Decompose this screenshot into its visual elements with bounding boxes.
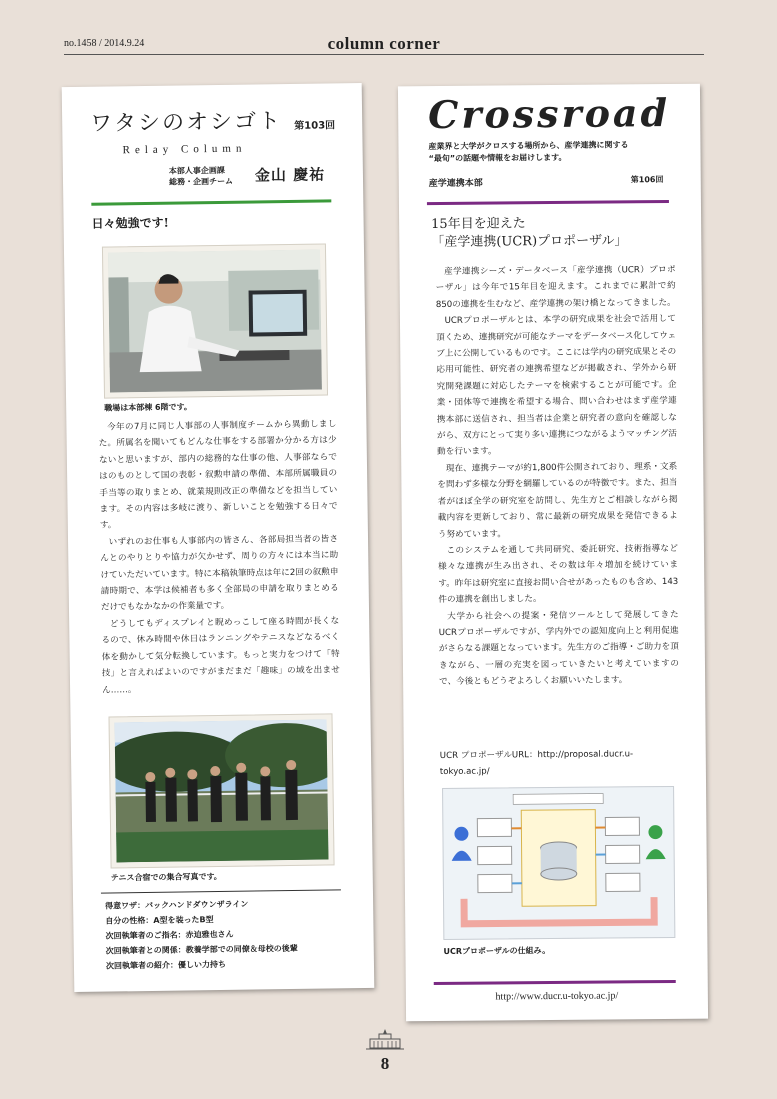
profile-next-writer: 次回執筆者のご指名：赤迫雅也さん (105, 929, 234, 941)
crossroad-intro-line2: “最旬”の話題や情報をお届けします。 (428, 152, 567, 164)
crossroad-number: 第106回 (630, 175, 664, 185)
profile-skill: 得意ワザ：バックハンドダウンザライン (105, 899, 249, 911)
office-photo-image (108, 250, 322, 393)
page-number: 8 (380, 1054, 390, 1073)
tennis-photo (108, 713, 334, 868)
header-rule (64, 54, 704, 55)
crossroad-paragraph-2: UCRプロポーザルとは、本学の研究成果を社会で活用して頂くため、連携研究が可能なテーマをデータベース化してウェブ上に公開しているものです。ここには学内の研究成果とその応用可能性、研究者の連携希望などが掲載され、学外から研究開発課題に対応したテーマを検索することが可能です。企業・団体等で連携を希望する場合、問い合わせはまず産学連携本部に送信され、担当者は企業と研究者の意向を確認しながら、双方にとって実り多い連携につながるようマッチング活動を行います。 (436, 314, 678, 458)
issue-number: no.1458 / 2014.9.24 (64, 38, 145, 49)
crossroad-card (398, 84, 708, 1022)
green-divider (91, 199, 331, 205)
ucr-diagram-caption: UCRプロポーザルの仕組み。 (443, 946, 551, 956)
office-photo-caption: 職場は本部棟 6階です。 (104, 402, 192, 413)
author-name: 金山 慶祐 (254, 165, 326, 185)
relay-headline: 日々勉強です! (91, 215, 169, 231)
purple-divider-top (427, 200, 669, 205)
author-dept-line1: 本部人事企画課 (168, 165, 225, 176)
section-title: column corner (327, 34, 441, 53)
crossroad-paragraph-1: 産学連携シーズ・データベース「産学連携（UCR）プロポーザル」は今年で15年目を迎えます。これまでに累計で約850の連携を生むなど、産学連携の架け橋となってきました。 (435, 264, 676, 310)
profile-divider (101, 889, 341, 893)
relay-paragraph-2: いずれのお仕事も人事部内の皆さん、各部局担当者の皆さんとのやりとりや協力が欠かせず、周りの方々には本当に助けていただいています。特に本稿執筆時点は年に2回の叙勲申請時期で、本学は候補者も多く全部局の申請を取りまとめるだけでもなかなかの作業量です。 (100, 534, 339, 614)
profile-personality: 自分の性格：A型を装ったB型 (105, 915, 214, 926)
author-profile (105, 895, 346, 973)
page-header (64, 34, 704, 54)
author-dept-line2: 総務・企画チーム (168, 176, 234, 187)
profile-relationship: 次回執筆者との関係：教養学部での同僚＆母校の後輩 (105, 943, 298, 956)
crossroad-headline-line2: 「産学連携(UCR)プロポーザル」 (431, 233, 628, 251)
crossroad-headline-line1: 15年目を迎えた (431, 216, 526, 233)
relay-body (98, 416, 340, 698)
crossroad-paragraph-5: 大学から社会への提案・発信ツールとして発展してきたUCRプロポーザルですが、学内外での認知度向上と利用促進がさらなる課題となっています。先生方のご指導・ご助力を頂きながら、一層の充実を図っていきたいと考えていますので、今後ともどうぞよろしくお願いいたします。 (438, 609, 680, 688)
relay-column-card (62, 83, 375, 992)
tennis-photo-image (115, 720, 329, 863)
author-department (169, 165, 233, 188)
crossroad-paragraph-4: このシステムを通して共同研究、委託研究、技術指導など様々な連携が生み出され、その数は年々増加を続けています。昨年は研究室に直接お問い合せがあったものも含め、143件の連携を創出しました。 (438, 543, 679, 606)
crossroad-headline (431, 214, 627, 252)
profile-introduction: 次回執筆者の紹介：優しい力持ち (105, 959, 227, 971)
relay-column-subtitle: Relay Column (122, 142, 247, 157)
ucr-proposal-url[interactable]: UCR プロポーザルURL：http://proposal.ducr.u-tokyo.ac.jp/ (439, 749, 634, 778)
relay-column-number: 第103回 (294, 120, 336, 132)
crossroad-intro-line1: 産業界と大学がクロスする場所から、産学連携に関する (428, 140, 629, 152)
ucr-diagram (442, 786, 675, 940)
crossroad-department: 産学連携本部 (428, 178, 483, 190)
relay-paragraph-3: どうしてもディスプレイと睨めっこして座る時間が長くなるので、休み時間や休日はランニングやテニスなどなるべく体を動かして気分転換しています。もっと実力をつけて「特技」と言えればよいのですがまだまだ「趣味」の域を出ません……。 (101, 616, 340, 696)
purple-divider-bottom (434, 980, 676, 985)
university-building-icon (366, 1028, 404, 1050)
crossroad-title: Crossroad (427, 89, 671, 138)
relay-paragraph-1: 今年の7月に同じ人事部の人事制度チームから異動しました。所属名を聞いてもどんな仕事をする部署か分かる方は少ないと思いますが、部内の総務的な仕事の他、人事部ならではのものとして国の表彰・叙勲申請の準備、本部所属職員の手当等の取りまとめ、就業規則改正の準備などを担当しています。その内容は多岐に渡り、新しいことを勉強する日々です。 (98, 419, 338, 532)
crossroad-intro (428, 139, 678, 165)
office-photo (102, 243, 328, 398)
tennis-photo-caption: テニス合宿での集合写真です。 (110, 871, 222, 883)
relay-column-title: ワタシのオシゴト (90, 109, 283, 137)
crossroad-paragraph-3: 現在、連携テーマが約1,800件公開されており、理系・文系を問わず多様な分野を網羅しているのが特徴です。また、担当者がほぼ全学の研究室を訪問し、先生方とご相談しながら掲載内容を更新しており、常に最新の研究成果を発信できるよう努めています。 (437, 461, 678, 540)
ducr-website-url[interactable]: http://www.ducr.u-tokyo.ac.jp/ (495, 990, 619, 1003)
crossroad-body (435, 262, 679, 691)
ucr-diagram-image (443, 787, 674, 939)
